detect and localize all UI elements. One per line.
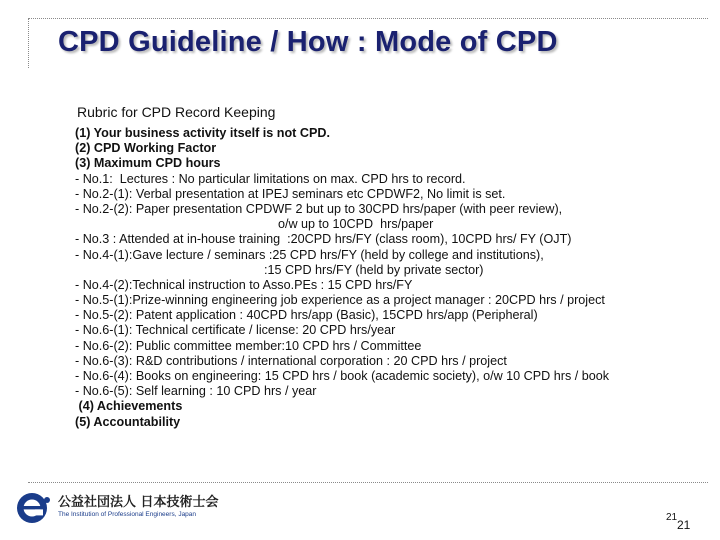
page-number: 21 xyxy=(677,518,691,532)
rubric-line: - No.3 : Attended at in-house training :20CPD hrs/FY (class room), 10CPD hrs/ FY (OJT) xyxy=(75,232,572,247)
rubric-line: - No.6-(1): Technical certificate / license: 20 CPD hrs/year xyxy=(75,323,396,338)
rubric-line: (5) Accountability xyxy=(75,414,181,429)
rubric-line: - No.6-(3): R&D contributions / international corporation : 20 CPD hrs / project xyxy=(75,353,507,368)
frame-bottom-divider xyxy=(28,482,708,483)
ipej-e-logo-icon xyxy=(14,490,54,526)
rubric-line: - No.2-(1): Verbal presentation at IPEJ seminars etc CPDWF2, No limit is set. xyxy=(75,186,506,201)
slide-title: CPD Guideline / How : Mode of CPD xyxy=(58,26,558,58)
rubric-line: - No.4-(2):Technical instruction to Asso.PEs : 15 CPD hrs/FY xyxy=(75,277,413,292)
rubric-list xyxy=(75,126,705,430)
rubric-line: - No.4-(1):Gave lecture / seminars :25 CPD hrs/FY (held by college and institutions), xyxy=(75,247,544,262)
rubric-line: - No.6-(5): Self learning : 10 CPD hrs / year xyxy=(75,384,317,399)
rubric-line: (2) CPD Working Factor xyxy=(75,141,217,156)
rubric-line: - No.1: Lectures : No particular limitations on max. CPD hrs to record. xyxy=(75,171,466,186)
rubric-line: - No.6-(2): Public committee member:10 CPD hrs / Committee xyxy=(75,338,422,353)
rubric-line: (3) Maximum CPD hours xyxy=(75,156,221,171)
rubric-line: - No.5-(2): Patent application : 40CPD hrs/app (Basic), 15CPD hrs/app (Peripheral) xyxy=(75,308,538,323)
rubric-line: - No.5-(1):Prize-winning engineering job experience as a project manager : 20CPD hrs / project xyxy=(75,293,605,308)
logo-japanese-text: 公益社団法人 日本技術士会 xyxy=(58,495,219,510)
rubric-line: - No.2-(2): Paper presentation CPDWF 2 but up to 30CPD hrs/paper (with peer review), xyxy=(75,201,563,216)
frame-left-divider xyxy=(28,18,29,68)
slide-subtitle: Rubric for CPD Record Keeping xyxy=(77,104,276,120)
page-number-small: 21 xyxy=(666,512,678,523)
rubric-line: (1) Your business activity itself is not CPD. xyxy=(75,126,330,140)
logo-english-text: The Institution of Professional Engineers, Japan xyxy=(58,511,197,518)
rubric-line: (4) Achievements xyxy=(75,399,183,414)
rubric-line: - No.6-(4): Books on engineering: 15 CPD hrs / book (academic society), o/w 10 CPD hrs / book xyxy=(75,369,610,383)
rubric-line: o/w up to 10CPD hrs/paper xyxy=(75,217,434,232)
rubric-line: :15 CPD hrs/FY (held by private sector) xyxy=(75,262,484,277)
ipej-logo xyxy=(14,489,219,529)
frame-top-divider xyxy=(28,18,708,19)
